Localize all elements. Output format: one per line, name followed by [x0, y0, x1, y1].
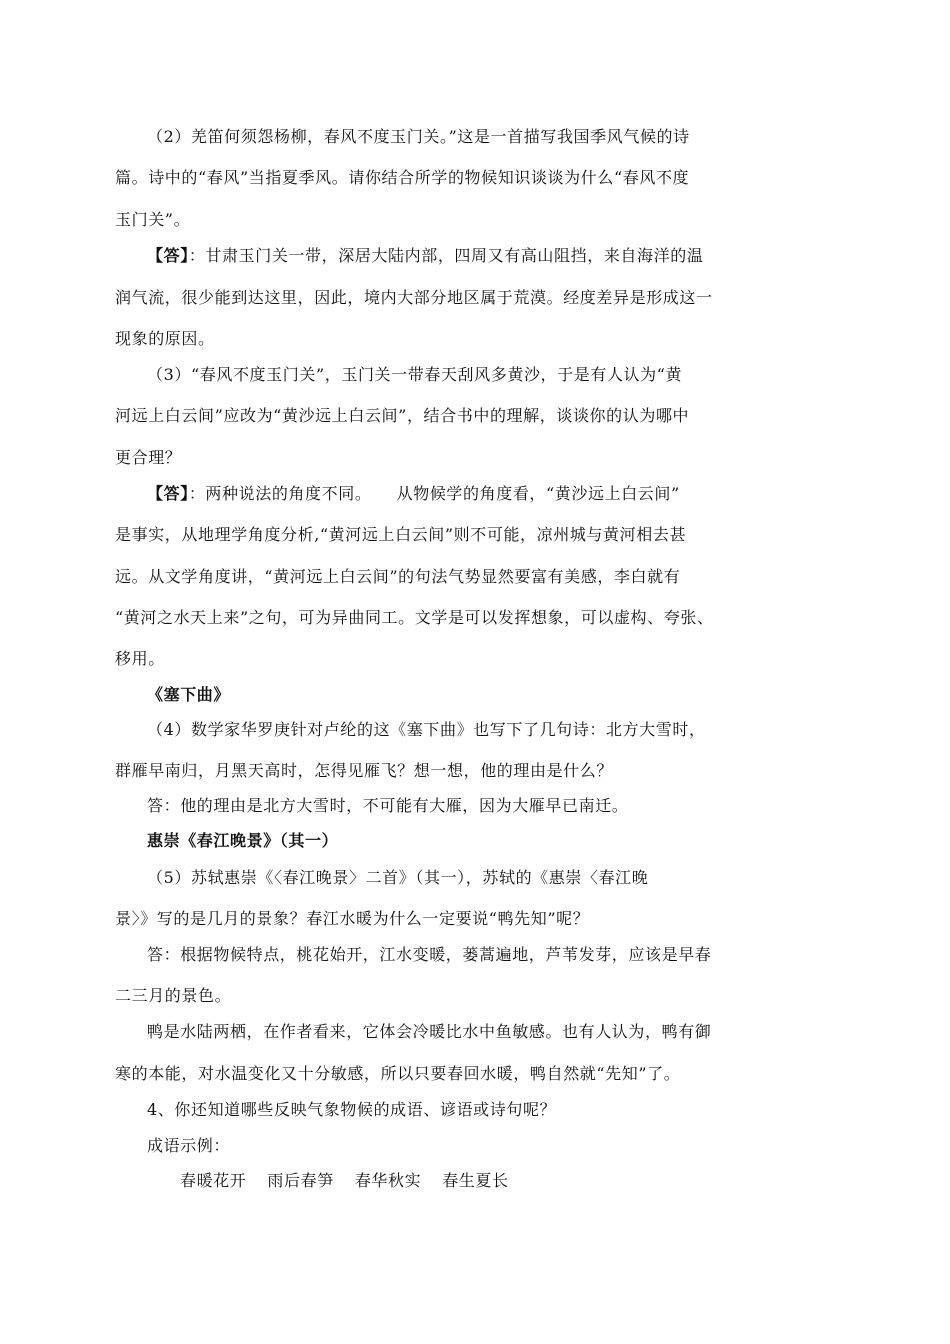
q5-answer-line-1: 答：根据物候特点，桃花始开，江水变暖，蒌蒿遍地，芦苇发芽，应该是早春	[147, 945, 712, 964]
idiom-item: 雨后春笋	[267, 1171, 334, 1190]
section-heading: 《塞下曲》	[147, 685, 231, 704]
q2-line-2: 篇。诗中的“春风”当指夏季风。请你结合所学的物候知识谈谈为什么“春风不度	[115, 168, 690, 187]
answer-label: 【答】	[147, 484, 189, 503]
q5-line-2: 景〉》写的是几月的景象？春江水暖为什么一定要说“鸭先知”呢？	[115, 909, 590, 928]
q2-line-1: （2）羌笛何须怨杨柳，春风不度玉门关。”这是一首描写我国季风气候的诗	[147, 127, 690, 146]
q4-line-1: （4）数学家华罗庚针对卢纶的这《塞下曲》也写下了几句诗：北方大雪时，	[147, 720, 706, 739]
q5-answer-line-2: 二三月的景色。	[115, 986, 232, 1005]
q2-answer-line-3: 现象的原因。	[115, 329, 215, 348]
q5-para-line-1: 鸭是水陆两栖，在作者看来，它体会冷暖比水中鱼敏感。也有人认为，鸭有御	[147, 1022, 712, 1041]
idiom-item: 春生夏长	[442, 1171, 509, 1190]
answer-label: 【答】	[147, 246, 189, 265]
idiom-list	[180, 1171, 509, 1191]
answer-text: ：甘肃玉门关一带，深居大陆内部，四周又有高山阻挡，来自海洋的温	[188, 246, 704, 265]
q3-answer-line-5: 移用。	[115, 649, 165, 668]
answer-text: ：两种说法的角度不同。 从物候学的角度看，“黄沙远上白云间”	[188, 484, 680, 503]
q3-answer-line-4: “黄河之水天上来”之句，可为异曲同工。文学是可以发挥想象，可以虚构、夸张、	[115, 608, 714, 627]
q4-line-2: 群雁早南归，月黑天高时，怎得见雁飞？想一想，他的理由是什么？	[115, 761, 614, 780]
q2-answer-line-1	[147, 246, 703, 266]
q6-question: 4、你还知道哪些反映气象物候的成语、谚语或诗句呢？	[147, 1100, 557, 1119]
idiom-item: 春华秋实	[354, 1171, 422, 1190]
q4-answer: 答：他的理由是北方大雪时，不可能有大雁，因为大雁早已南迁。	[147, 796, 629, 815]
q3-answer-line-3: 远。从文学角度讲，“黄河远上白云间”的句法气势显然要富有美感，李白就有	[115, 567, 681, 586]
idiom-label: 成语示例：	[147, 1136, 231, 1155]
q2-answer-line-2: 润气流，很少能到达这里，因此，境内大部分地区属于荒漠。经度差异是形成这一	[115, 288, 713, 307]
q3-line-2: 河远上白云间”应改为“黄沙远上白云间”，结合书中的理解，谈谈你的认为哪中	[115, 406, 690, 425]
q3-line-1: （3）“春风不度玉门关”，玉门关一带春天刮风多黄沙，于是有人认为“黄	[147, 365, 683, 384]
idiom-item: 春暖花开	[180, 1171, 247, 1190]
q2-line-3: 玉门关”。	[115, 210, 191, 229]
q3-answer-line-1	[147, 484, 680, 504]
section-heading: 惠崇《春江晚景》（其一）	[147, 831, 339, 850]
q3-line-3: 更合理？	[115, 448, 182, 467]
q5-para-line-2: 寒的本能，对水温变化又十分敏感，所以只要春回水暖，鸭自然就“先知”了。	[115, 1064, 681, 1083]
q3-answer-line-2: 是事实，从地理学角度分析,“黄河远上白云间”则不可能，凉州城与黄河相去甚	[115, 525, 687, 544]
q5-line-1: （5）苏轼惠崇《〈春江晚景〉二首》（其一），苏轼的《惠崇〈春江晚	[147, 868, 649, 887]
